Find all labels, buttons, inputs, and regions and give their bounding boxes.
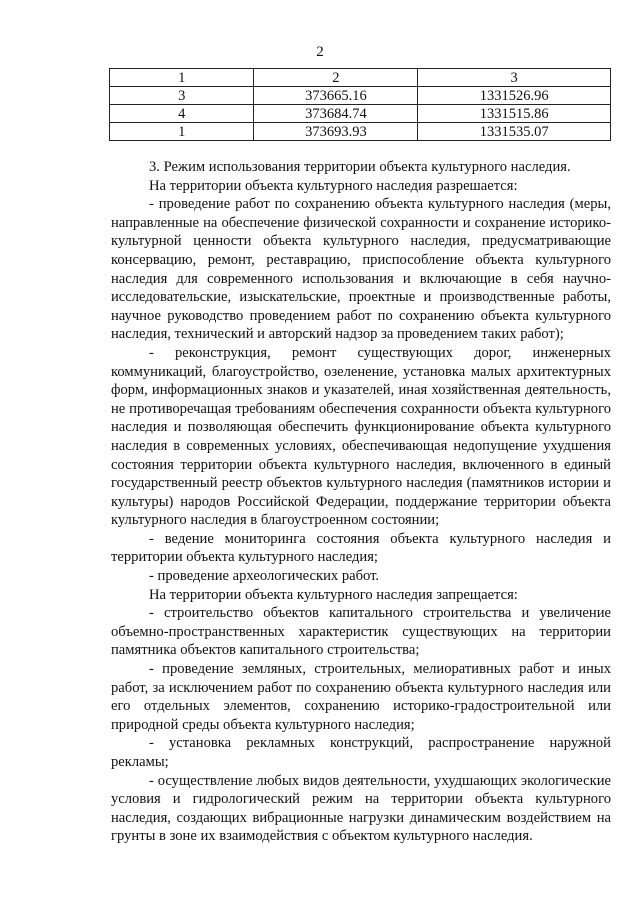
- table-cell-x: 373693.93: [254, 123, 418, 141]
- coordinates-table: [109, 68, 611, 141]
- page-number: 2: [316, 44, 324, 60]
- list-item: - проведение работ по сохранению объекта культурного наследия (меры, направленные на обеспечение физической сохранности и сохранение историко-культурной ценности объекта культурного наследия, предусматривающие консервацию, ремонт, реставрацию, приспособление объекта культурного наследия для современного использования и включающие в себя научно-исследовательские, изыскательские, проектные и производственные работы, научное руководство проведением работ по сохранению объекта культурного наследия, технический и авторский надзор за проведением таких работ);: [111, 196, 611, 343]
- table-row: [110, 123, 611, 141]
- paragraph-prohibited-intro: На территории объекта культурного наследия запрещается:: [149, 586, 518, 603]
- table-cell-y: 1331515.86: [418, 105, 611, 123]
- list-item: - ведение мониторинга состояния объекта культурного наследия и территории объекта культурного наследия;: [111, 530, 611, 566]
- table-cell-point: 4: [110, 105, 254, 123]
- table-cell-point: 3: [110, 87, 254, 105]
- list-item: - реконструкция, ремонт существующих дорог, инженерных коммуникаций, благоустройство, озеленение, установка малых архитектурных форм, информационных знаков и указателей, иная хозяйственная деятельность, не противоречащая требованиям обеспечения сохранности объекта культурного наследия и позволяющая обеспечить функционирование объекта культурного наследия в современных условиях, обеспечивающая недопущение ухудшения состояния территории объекта культурного наследия, включенного в единый государственный реестр объектов культурного наследия (памятников истории и культуры) народов Российской Федерации, поддержание территории объекта культурного наследия в благоустроенном состоянии;: [111, 344, 611, 529]
- list-item: - осуществление любых видов деятельности, ухудшающих экологические условия и гидрологический режим на территории объекта культурного наследия, создающих вибрационные нагрузки динамическим воздействием на грунты в зоне их взаимодействия с объектом культурного наследия.: [111, 772, 611, 845]
- list-item: - установка рекламных конструкций, распространение наружной рекламы;: [111, 735, 611, 770]
- table-row: [110, 87, 611, 105]
- list-item: - строительство объектов капитального строительства и увеличение объемно-пространственных характеристик существующих на территории памятника объектов капитального строительства;: [111, 605, 611, 659]
- table-row: [110, 105, 611, 123]
- table-header-cell: 3: [418, 69, 611, 87]
- table-cell-y: 1331526.96: [418, 87, 611, 105]
- list-item: - проведение археологических работ.: [149, 568, 380, 585]
- document-body: [111, 158, 611, 846]
- table-header-cell: 1: [110, 69, 254, 87]
- paragraph-allowed-intro: На территории объекта культурного наследия разрешается:: [149, 177, 518, 194]
- table-cell-x: 373665.16: [254, 87, 418, 105]
- table-cell-x: 373684.74: [254, 105, 418, 123]
- table-cell-point: 1: [110, 123, 254, 141]
- section-heading: 3. Режим использования территории объекта культурного наследия.: [149, 159, 571, 175]
- table-header-row: [110, 69, 611, 87]
- list-item: - проведение земляных, строительных, мелиоративных работ и иных работ, за исключением работ по сохранению объекта культурного наследия или его отдельных элементов, сохранению историко-градостроительной или природной среды объекта культурного наследия;: [111, 661, 611, 733]
- table-header-cell: 2: [254, 69, 418, 87]
- table-cell-y: 1331535.07: [418, 123, 611, 141]
